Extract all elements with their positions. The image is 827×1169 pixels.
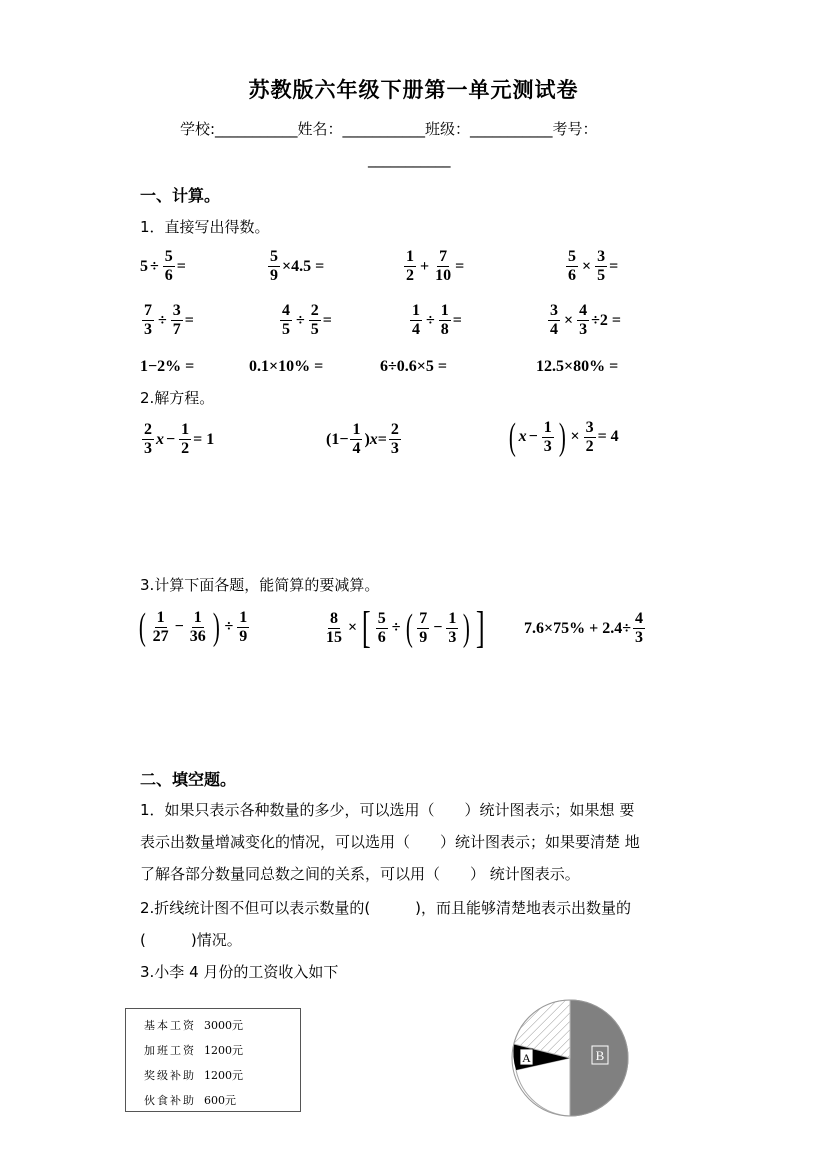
fill-line: ( )情况。 — [140, 931, 242, 949]
fill-line: 了解各部分数量同总数之间的关系，可以用（ ） 统计图表示。 — [140, 865, 580, 883]
table-row: 加班工资 1200元 — [144, 1044, 243, 1057]
calc-item: $\frac{1}{4}$ ÷ $\frac{1}{8}$ = — [412, 302, 462, 338]
section2-heading: 二、填空题。 — [140, 770, 237, 789]
q2-label: 2.解方程。 — [140, 389, 215, 407]
calc-item: $\frac{7}{3}$ ÷ $\frac{3}{7}$ = — [144, 302, 194, 338]
salary-table — [125, 1008, 301, 1112]
fill-line: 3.小李 4 月份的工资收入如下 — [140, 963, 339, 981]
fill-line: 2.折线统计图不但可以表示数量的( )，而且能够清楚地表示出数量的 — [140, 899, 632, 917]
fill-line: 表示出数量增减变化的情况，可以选用（ ）统计图表示；如果要清楚 地 — [140, 833, 640, 851]
calc-item: $\frac{3}{4}$ × $\frac{4}{3}$ ÷2 = — [550, 302, 622, 338]
calc-item: 1−2% = — [140, 358, 195, 375]
salary-pie-chart — [508, 998, 634, 1120]
expression-1: ( $\frac{1}{27}$ − $\frac{1}{36}$ ) ÷ $\frac{1}{9}$ — [138, 606, 248, 648]
table-row: 奖级补助 1200元 — [144, 1069, 243, 1082]
student-info-line2: ___________ — [368, 150, 451, 168]
expression-3: 7.6×75% + 2.4÷ $\frac{4}{3}$ — [524, 610, 644, 646]
equation-3: ( x − $\frac{1}{3}$ ) × $\frac{3}{2}$ = 4 — [508, 416, 619, 458]
calc-item: $\frac{4}{5}$ ÷ $\frac{2}{5}$ = — [282, 302, 332, 338]
q3-label: 3.计算下面各题，能简算的要减算。 — [140, 576, 380, 594]
pie-label-a: A — [522, 1051, 531, 1065]
calc-item: 12.5×80% = — [536, 358, 619, 375]
fill-line: 1．如果只表示各种数量的多少，可以选用（ ）统计图表示；如果想 要 — [140, 801, 635, 819]
q1-label: 1．直接写出得数。 — [140, 218, 270, 236]
expression-2: $\frac{8}{15}$ × [ $\frac{5}{6}$ ÷ ( $\frac{7}{9}$ − $\frac{1}{3}$ ) ] — [326, 603, 485, 652]
calc-item: $\frac{1}{2}$ + $\frac{7}{10}$ = — [406, 248, 465, 284]
section1-heading: 一、计算。 — [140, 186, 221, 205]
table-row: 基本工资 3000元 — [144, 1019, 243, 1032]
equation-1: $\frac{2}{3}$ x − $\frac{1}{2}$ = 1 — [144, 421, 215, 457]
calc-item: 5 ÷ $\frac{5}{6}$ = — [140, 248, 186, 284]
page-title: 苏教版六年级下册第一单元测试卷 — [248, 77, 579, 102]
calc-item: 0.1×10% = — [249, 358, 324, 375]
pie-label-b: B — [595, 1048, 605, 1063]
calc-item: $\frac{5}{9}$ ×4.5 = — [270, 248, 325, 284]
equation-2: (1− $\frac{1}{4}$ ) x = $\frac{2}{3}$ — [326, 421, 399, 457]
calc-item: $\frac{5}{6}$ × $\frac{3}{5}$ = — [568, 248, 619, 284]
calc-item: 6÷0.6×5 = — [380, 358, 448, 375]
student-info-line: 学校:___________姓名：___________班级：___________考号： — [180, 120, 598, 138]
table-row: 伙食补助 600元 — [144, 1094, 236, 1107]
